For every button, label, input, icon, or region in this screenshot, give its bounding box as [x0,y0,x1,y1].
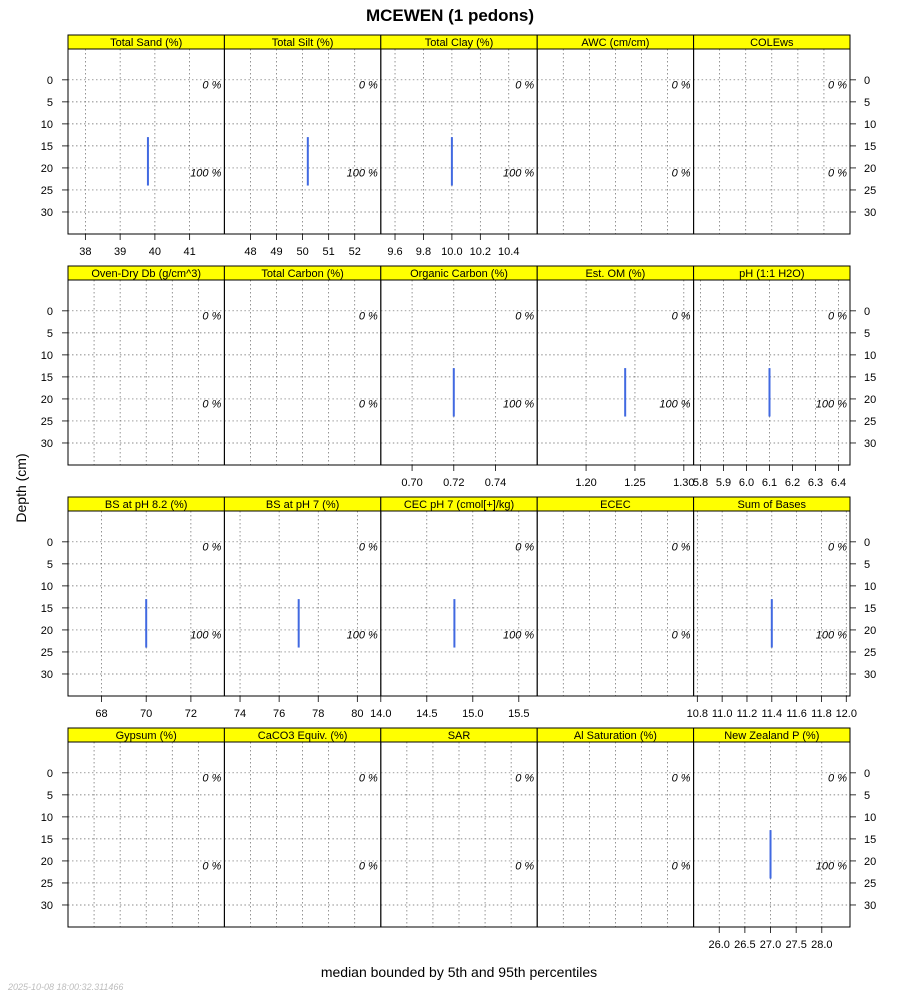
panel-strip-label: Al Saturation (%) [573,730,657,742]
contribution-label: 0 % [358,772,378,785]
x-tick-label: 68 [95,708,108,720]
depth-tick-label: 5 [46,558,53,571]
depth-tick-label: 20 [40,393,53,406]
panel [537,497,693,696]
contribution-label: 0 % [515,772,535,785]
depth-tick-label: 30 [40,206,53,219]
depth-tick-label: 5 [46,96,53,109]
x-tick-label: 11.6 [786,708,807,720]
contribution-label: 100 % [502,629,535,642]
x-tick-label: 1.30 [673,477,695,489]
panel-border [381,511,537,696]
panel-border [694,742,850,927]
x-tick-label: 26.5 [734,939,756,951]
x-tick-label: 6.4 [830,477,847,489]
depth-tick-label: 15 [40,140,53,153]
panel-strip-label: BS at pH 7 (%) [265,499,340,511]
panel [381,728,537,927]
panel [694,35,850,234]
contribution-label: 0 % [202,79,222,92]
contribution-label: 100 % [346,167,378,180]
contribution-label: 0 % [671,79,691,92]
depth-tick-label: 20 [864,624,877,637]
contribution-label: 0 % [358,79,378,92]
panel-strip-label: AWC (cm/cm) [581,37,650,49]
panel-strip-label: Gypsum (%) [115,730,177,742]
x-tick-label: 6.3 [807,477,824,489]
contribution-label: 100 % [502,167,535,180]
x-tick-label: 10.4 [498,246,520,258]
depth-tick-label: 15 [864,833,877,846]
panel-strip-label: Total Sand (%) [110,37,183,49]
depth-tick-label: 25 [40,646,53,659]
panel-strip-label: Organic Carbon (%) [410,268,508,280]
panel-strip-label: Est. OM (%) [585,268,646,280]
x-tick-label: 6.0 [738,477,755,489]
x-tick-label: 48 [244,246,257,258]
panel-border [68,49,224,234]
contribution-label: 0 % [515,541,535,554]
depth-tick-label: 10 [864,349,877,362]
panel [694,728,850,951]
x-tick-label: 0.74 [484,477,507,489]
depth-tick-label: 20 [40,855,53,868]
x-tick-label: 15.0 [462,708,484,720]
depth-tick-label: 15 [40,602,53,615]
x-tick-label: 74 [233,708,247,720]
depth-tick-label: 10 [864,118,877,131]
x-tick-label: 11.8 [811,708,832,720]
depth-tick-label: 0 [46,536,53,549]
panel [68,728,224,927]
x-tick-label: 14.0 [370,708,392,720]
depth-tick-label: 5 [864,96,871,109]
x-tick-label: 39 [114,246,127,258]
x-tick-label: 70 [140,708,153,720]
panel-strip-label: BS at pH 8.2 (%) [104,499,188,511]
depth-tick-label: 0 [864,536,871,549]
panel-strip-label: ECEC [600,499,631,511]
contribution-label: 100 % [346,629,378,642]
depth-tick-label: 30 [40,668,53,681]
x-tick-label: 38 [79,246,92,258]
depth-tick-label: 20 [40,162,53,175]
timestamp: 2025-10-08 18:00:32.311466 [8,982,124,992]
depth-tick-label: 25 [40,415,53,428]
contribution-label: 100 % [502,398,535,411]
depth-tick-label: 20 [864,393,877,406]
panel-row [41,728,877,951]
depth-tick-label: 5 [864,558,871,571]
panel-strip-label: CEC pH 7 (cmol[+]/kg) [403,499,515,511]
contribution-label: 0 % [671,541,691,554]
x-tick-label: 11.0 [711,708,733,720]
panel-strip-label: Total Clay (%) [424,37,494,49]
depth-tick-label: 15 [864,140,877,153]
depth-tick-label: 10 [40,580,53,593]
panel-border [694,280,850,465]
contribution-label: 0 % [515,79,535,92]
panels-layer [41,35,877,951]
chart-title: MCEWEN (1 pedons) [365,6,535,25]
contribution-label: 0 % [202,772,222,785]
panel [537,266,694,489]
depth-tick-label: 30 [864,206,877,219]
x-tick-label: 78 [312,708,325,720]
panel [381,266,537,489]
depth-tick-label: 10 [40,349,53,362]
depth-tick-label: 0 [864,74,871,87]
x-tick-label: 0.70 [401,477,423,489]
x-tick-label: 49 [270,246,283,258]
depth-tick-label: 5 [46,789,53,802]
depth-tick-label: 20 [864,162,877,175]
depth-tick-label: 25 [864,415,877,428]
contribution-label: 0 % [358,398,378,411]
contribution-label: 0 % [828,541,847,554]
contribution-label: 0 % [828,310,847,323]
x-tick-label: 10.2 [469,246,492,258]
depth-tick-label: 10 [864,580,877,593]
x-tick-label: 9.8 [415,246,432,258]
x-tick-label: 50 [296,246,309,258]
depth-tick-label: 10 [40,118,53,131]
panel-strip-label: Total Carbon (%) [261,268,344,280]
panel [224,728,380,927]
panel [68,497,224,720]
panel-border [381,49,537,234]
x-tick-label: 14.5 [416,708,438,720]
x-tick-label: 27.0 [759,939,782,951]
panel-strip-label: COLEws [750,37,794,49]
panel [68,35,224,258]
depth-tick-label: 10 [864,811,877,824]
depth-tick-label: 0 [864,767,871,780]
panel [693,266,850,489]
depth-tick-label: 0 [864,305,871,318]
depth-tick-label: 25 [40,184,53,197]
depth-tick-label: 5 [864,327,871,340]
x-tick-label: 1.20 [575,477,597,489]
contribution-label: 0 % [202,860,222,873]
depth-tick-label: 30 [864,899,877,912]
panel [687,497,857,720]
contribution-label: 100 % [815,398,847,411]
contribution-label: 0 % [358,541,378,554]
x-tick-label: 11.4 [761,708,783,720]
x-tick-label: 26.0 [708,939,730,951]
panel [381,35,537,258]
contribution-label: 100 % [815,860,847,873]
contribution-label: 100 % [190,629,222,642]
depth-tick-label: 15 [864,371,877,384]
x-tick-label: 6.1 [761,477,778,489]
depth-tick-label: 20 [40,624,53,637]
panel [224,35,380,258]
panel [370,497,537,720]
contribution-label: 100 % [815,629,847,642]
x-tick-label: 27.5 [785,939,807,951]
contribution-label: 0 % [515,310,535,323]
contribution-label: 0 % [202,310,222,323]
depth-tick-label: 15 [40,833,53,846]
x-tick-label: 5.9 [715,477,732,489]
panel-row [41,35,877,258]
panel-border [537,280,693,465]
depth-tick-label: 25 [864,877,877,890]
contribution-label: 0 % [828,167,847,180]
contribution-label: 0 % [671,310,691,323]
y-axis-title: Depth (cm) [13,453,29,523]
contribution-label: 100 % [659,398,691,411]
x-tick-label: 80 [351,708,364,720]
contribution-label: 0 % [358,860,378,873]
panel [224,497,380,720]
contribution-label: 0 % [828,772,847,785]
x-tick-label: 12.0 [835,708,857,720]
x-tick-label: 5.8 [692,477,709,489]
x-tick-label: 15.5 [508,708,530,720]
contribution-label: 0 % [671,772,691,785]
panel-strip-label: Total Silt (%) [271,37,334,49]
x-tick-label: 40 [148,246,162,258]
panel-strip-label: CaCO3 Equiv. (%) [257,730,348,742]
panel [537,728,693,927]
panel-strip-label: Oven-Dry Db (g/cm^3) [91,268,202,280]
contribution-label: 100 % [190,167,222,180]
panel-strip-label: SAR [447,730,471,742]
depth-tick-label: 0 [46,74,53,87]
depth-tick-label: 15 [864,602,877,615]
x-tick-label: 0.72 [443,477,465,489]
depth-tick-label: 25 [864,646,877,659]
x-tick-label: 6.2 [784,477,801,489]
depth-tick-label: 0 [46,767,53,780]
depth-tick-label: 5 [864,789,871,802]
depth-tick-label: 25 [864,184,877,197]
panel-strip-label: pH (1:1 H2O) [739,268,805,280]
contribution-label: 0 % [828,79,847,92]
depth-tick-label: 0 [46,305,53,318]
x-tick-label: 10.8 [686,708,709,720]
x-tick-label: 1.25 [624,477,646,489]
contribution-label: 0 % [671,860,691,873]
panel [537,35,693,234]
x-tick-label: 41 [183,246,196,258]
panel-row [41,497,877,720]
x-tick-label: 51 [322,246,335,258]
depth-tick-label: 10 [40,811,53,824]
panel-border [381,280,537,465]
panel [68,266,224,465]
x-tick-label: 11.2 [736,708,758,720]
x-tick-label: 72 [184,708,198,720]
depth-tick-label: 30 [864,437,877,450]
depth-tick-label: 30 [864,668,877,681]
contribution-label: 0 % [671,629,691,642]
panel-strip-label: New Zealand P (%) [724,730,820,742]
panel [224,266,380,465]
depth-tick-label: 20 [864,855,877,868]
x-tick-label: 52 [348,246,361,258]
depth-tick-label: 15 [40,371,53,384]
depth-tick-label: 25 [40,877,53,890]
contribution-label: 0 % [671,167,691,180]
x-tick-label: 76 [273,708,286,720]
x-tick-label: 28.0 [811,939,833,951]
contribution-label: 0 % [515,860,535,873]
depth-tick-label: 30 [40,899,53,912]
contribution-label: 0 % [202,398,222,411]
depth-tick-label: 30 [40,437,53,450]
contribution-label: 0 % [202,541,222,554]
x-tick-label: 10.0 [441,246,463,258]
panel-row [41,266,877,489]
depth-tick-label: 5 [46,327,53,340]
x-axis-caption: median bounded by 5th and 95th percentiles [320,964,598,980]
x-tick-label: 9.6 [387,246,403,258]
contribution-label: 0 % [358,310,378,323]
panel-strip-label: Sum of Bases [737,499,807,511]
